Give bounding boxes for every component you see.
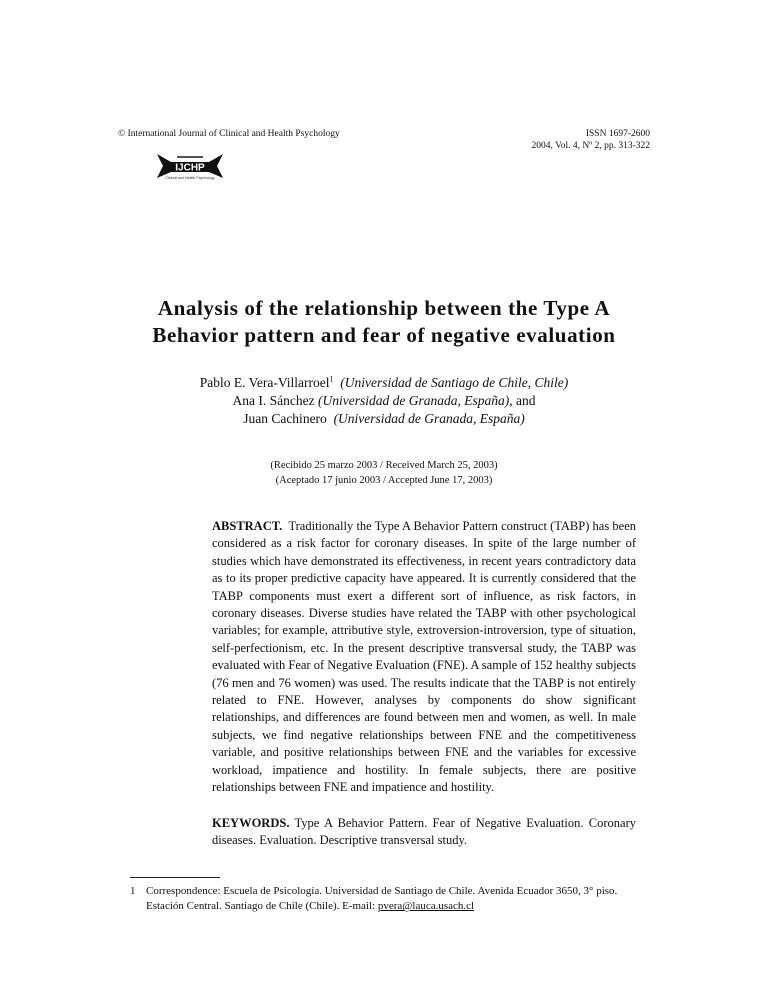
- footnote-marker: 1: [329, 374, 334, 384]
- keywords-text: Type A Behavior Pattern. Fear of Negative Evaluation. Coronary diseases. Evaluation. Descriptive transversal study.: [212, 815, 636, 847]
- svg-text:Clinical and Health Psychology: Clinical and Health Psychology: [165, 176, 215, 180]
- submission-dates: [0, 458, 768, 488]
- journal-copyright: © International Journal of Clinical and Health Psychology: [118, 129, 340, 139]
- footnote-text: Correspondence: Escuela de Psicología. Universidad de Santiago de Chile. Avenida Ecuador 3650, 3° piso. Estación Central. Santiago de Chile (Chile). E-mail:: [146, 885, 618, 913]
- author-affiliation: (Universidad de Granada, España): [333, 411, 525, 426]
- abstract-text: Traditionally the Type A Behavior Pattern construct (TABP) has been considered as a risk factor for coronary diseases. In spite of the large number of studies which have demonstrated its effectiveness, in recent years contradictory data as to its proper predictive capacity have appeared. It is currently considered that the TABP components must exert a different sort of influence, as risk factors, in coronary diseases. Diverse studies have related the TABP with other psychological variables; for example, attributive style, extroversion-introversion, type of situation, self-perfectionism, etc. In the present descriptive transversal study, the TABP was evaluated with Fear of Negative Evaluation (FNE). A sample of 152 healthy subjects (76 men and 76 women) was used. The results indicate that the TABP is not entirely related to FNE. However, analyses by components do show significant relationships, and differences are found between men and women, as well. In male subjects, we find negative relationships between FNE and the competitiveness variable, and positive relationships between FNE and the variables for excessive workload, impatience and hostility. In female subjects, there are positive relationships between FNE and impatience and hostility.: [212, 519, 637, 795]
- author-list: [0, 374, 768, 428]
- issn: ISSN 1697-2600: [585, 129, 650, 139]
- paper-body: [0, 150, 768, 914]
- author-name: Juan Cachinero: [243, 411, 327, 426]
- email-link[interactable]: pvera@lauca.usach.cl: [377, 900, 475, 913]
- keywords: [212, 815, 636, 850]
- author-affiliation: (Universidad de Granada, España): [317, 393, 510, 408]
- author: [0, 374, 768, 392]
- author: [0, 410, 768, 428]
- footnote-number: 1: [130, 885, 136, 898]
- ijchp-logo: [157, 150, 223, 183]
- keywords-label: KEYWORDS.: [212, 815, 290, 830]
- title-line: Behavior pattern and fear of negative evaluation: [152, 323, 616, 347]
- author-name: Pablo E. Vera-Villarroel: [199, 375, 330, 390]
- footnote: [130, 884, 650, 914]
- received-date: (Recibido 25 marzo 2003 / Received March 25, 2003): [270, 460, 498, 471]
- volume-info: 2004, Vol. 4, Nº 2, pp. 313-322: [531, 141, 650, 151]
- abstract: [212, 518, 636, 797]
- author: [0, 392, 768, 410]
- footnote-divider: [130, 877, 220, 878]
- author-name: Ana I. Sánchez: [232, 393, 315, 408]
- paper-title: [0, 295, 768, 349]
- accepted-date: (Aceptado 17 junio 2003 / Accepted June 17, 2003): [275, 475, 493, 486]
- author-suffix: , and: [509, 393, 536, 408]
- author-affiliation: (Universidad de Santiago de Chile, Chile): [340, 375, 569, 390]
- title-line: Analysis of the relationship between the Type A: [157, 296, 611, 320]
- abstract-label: ABSTRACT.: [212, 519, 283, 533]
- svg-text:IJCHP: IJCHP: [175, 162, 205, 174]
